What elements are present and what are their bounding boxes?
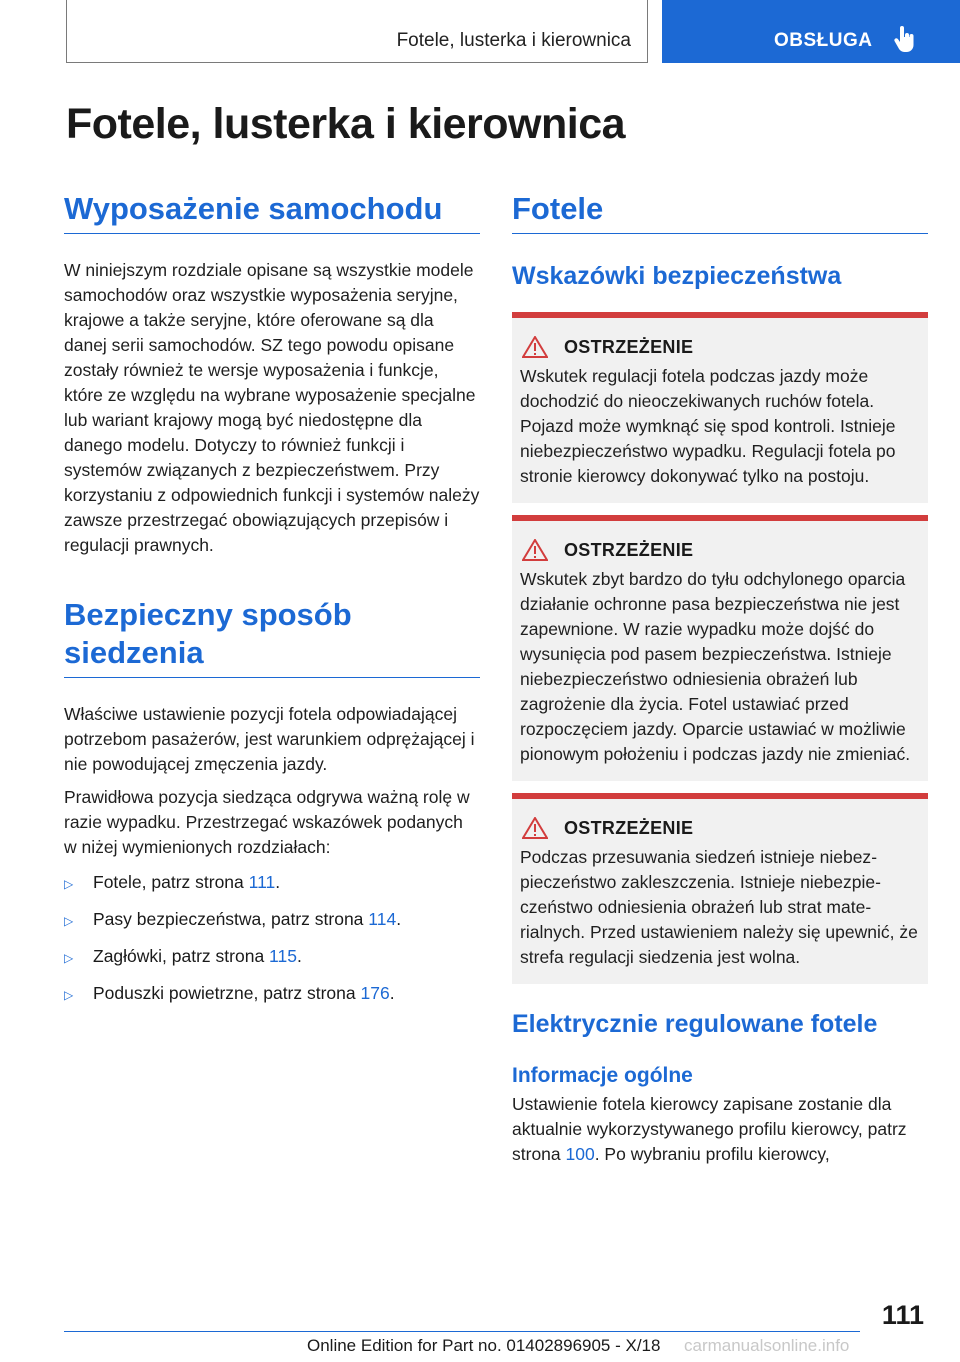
list-item: ▷ Fotele, patrz strona 111. bbox=[64, 870, 480, 895]
warning-box bbox=[512, 515, 928, 781]
heading-wskazowki: Wskazówki bezpieczeństwa bbox=[512, 262, 842, 290]
reference-list bbox=[64, 870, 480, 1006]
header-tab-obsluga[interactable] bbox=[662, 0, 960, 63]
warning-title: OSTRZEŻENIE bbox=[564, 817, 694, 838]
warning-title: OSTRZEŻENIE bbox=[564, 336, 694, 357]
heading-elektrycznie: Elektrycznie regulowane fotele bbox=[512, 1010, 878, 1038]
header-tab-label: OBSŁUGA bbox=[774, 30, 873, 51]
warning-box bbox=[512, 312, 928, 503]
triangle-bullet-icon: ▷ bbox=[64, 877, 74, 891]
footer-divider bbox=[64, 1331, 860, 1332]
footer-edition: Online Edition for Part no. 01402896905 - X/18 bbox=[307, 1336, 661, 1355]
bezpieczny-para-1: Właściwe ustawienie pozycji fotela odpowiadającej potrzebom pasażerów, jest warunkiem odprężającej i nie powodującej zmęczenia jazdy. bbox=[64, 704, 475, 774]
warning-box bbox=[512, 793, 928, 984]
heading-bezpieczny-sposob: Bezpieczny sposób siedzenia bbox=[64, 596, 480, 678]
heading-wyposazenie: Wyposażenie samochodu bbox=[64, 190, 480, 234]
warning-text: Wskutek regulacji fotela podczas jazdy może dochodzić do nieoczekiwanych ruchów fotela. Pojazd może wymknąć się spod kontroli. Istnieje niebezpieczeństwo wypadku. Regulacji fotela po stronie kierowcy dokonywać tylko na postoju. bbox=[520, 366, 896, 486]
triangle-bullet-icon: ▷ bbox=[64, 988, 74, 1002]
header-section-box bbox=[66, 0, 648, 63]
warning-text: Wskutek zbyt bardzo do tyłu odchylonego oparcia działanie ochronne pasa bezpieczeństwa nie jest zapewnione. W razie wypadku może dojść do wysunięcia pod pasem bezpieczeństwa. Istnieje niebezpieczeństwo odniesienia obrażeń lub zagrożenie dla życia. Fotel ustawiać przed rozpoczęciem jazdy. Oparcie ustawiać w możliwie pionowym położeniu i podczas jazdy nie zmieniać. bbox=[520, 569, 911, 764]
wyposazenie-body: W niniejszym rozdziale opisane są wszystkie modele samochodów oraz wszystkie wyposażenia seryjne, krajowe a także seryjne, które oferowane są dla danej serii samochodów. SZ tego powodu opisane zostały również te wersje wyposażenia i funkcje, które ze względu na wybrane wyposażenie specjalne lub wariant krajowy mogą być niedostępne dla danego modelu. Dotyczy to również funkcji i systemów związanych z bezpieczeństwem. Przy korzystaniu z odpowiednich funkcji i systemów należy zawsze przestrzegać obowiązujących przepisów i regulacji prawnych. bbox=[64, 260, 480, 555]
watermark: carmanualsonline.info bbox=[684, 1336, 850, 1355]
informacje-body: Ustawienie fotela kierowcy zapisane zostanie dla aktualnie wykorzystywanego profilu kierowcy, patrz strona 100. Po wybraniu profilu kierowcy, bbox=[512, 1094, 907, 1164]
page-link[interactable]: 100 bbox=[565, 1144, 595, 1164]
page-link[interactable]: 111 bbox=[248, 872, 276, 892]
warning-triangle-icon bbox=[522, 539, 548, 561]
heading-fotele: Fotele bbox=[512, 190, 928, 234]
page-link[interactable]: 115 bbox=[269, 946, 297, 966]
warning-title: OSTRZEŻENIE bbox=[564, 539, 694, 560]
triangle-bullet-icon: ▷ bbox=[64, 914, 74, 928]
page-link[interactable]: 114 bbox=[368, 909, 397, 929]
right-column bbox=[512, 190, 928, 1167]
bezpieczny-para-2: Prawidłowa pozycja siedząca odgrywa ważną rolę w razie wypadku. Przestrzegać wskazówek podanych w niżej wymienionych rozdziałach: bbox=[64, 787, 470, 857]
list-item: ▷ Pasy bezpieczeństwa, patrz strona 114. bbox=[64, 907, 480, 932]
page-link[interactable]: 176 bbox=[360, 983, 390, 1003]
page-number: 111 bbox=[881, 1300, 924, 1330]
list-item: ▷ Zagłówki, patrz strona 115. bbox=[64, 944, 480, 969]
list-item: ▷ Poduszki powietrzne, patrz strona 176. bbox=[64, 981, 480, 1006]
warning-triangle-icon bbox=[522, 336, 548, 358]
hand-pointer-icon bbox=[894, 26, 916, 52]
left-column bbox=[64, 190, 480, 1018]
header-section-title: Fotele, lusterka i kierownica bbox=[396, 30, 631, 51]
warning-text: Podczas przesuwania siedzeń istnieje niebezpieczeństwo zakleszczenia. Istnieje niebezpieczeństwo odniesienia obrażeń lub strat materialnych. Przed ustawieniem należy się upewnić, że strefa regulacji siedzenia jest wolna. bbox=[520, 847, 918, 967]
warning-triangle-icon bbox=[522, 817, 548, 839]
triangle-bullet-icon: ▷ bbox=[64, 951, 74, 965]
page-title: Fotele, lusterka i kierownica bbox=[66, 100, 626, 148]
heading-informacje-ogolne: Informacje ogólne bbox=[512, 1064, 693, 1087]
